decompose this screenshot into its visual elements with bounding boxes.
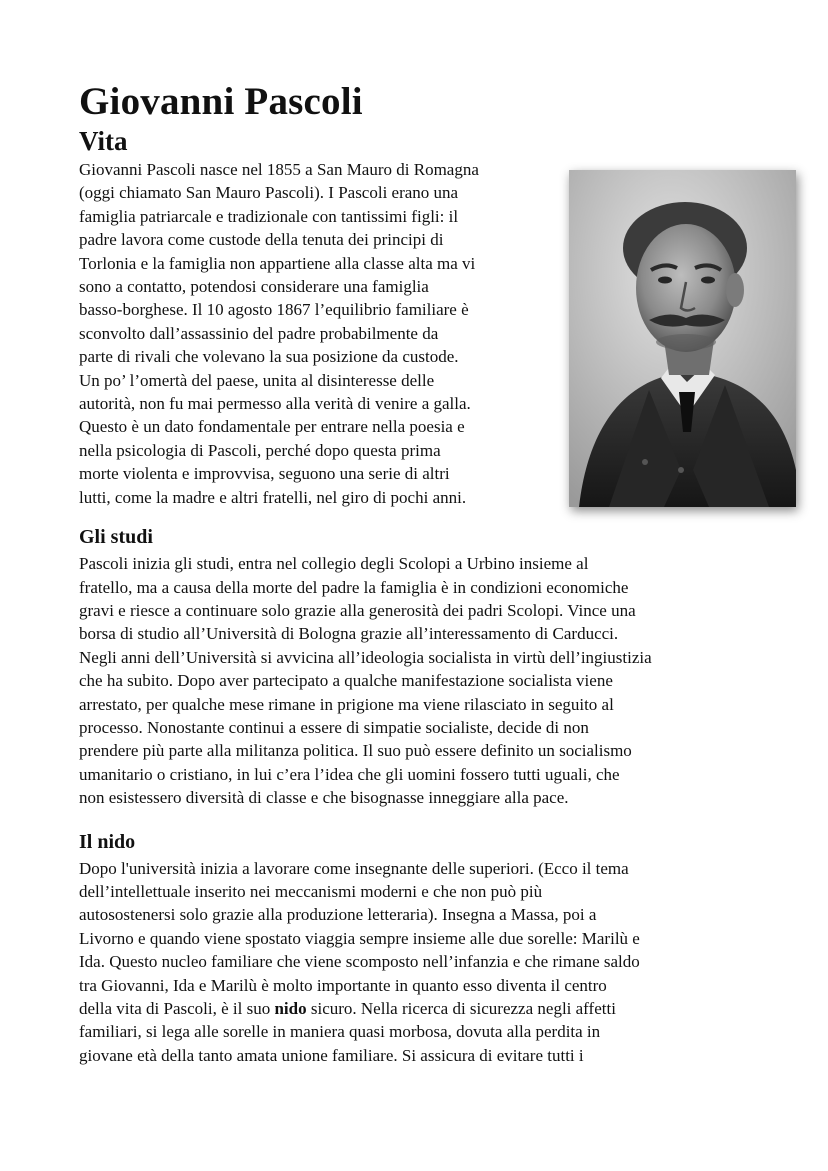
nido-paragraph xyxy=(79,857,751,1068)
text-line: lutti, come la madre e altri fratelli, nel giro di pochi anni. xyxy=(79,487,467,507)
text-line: non esistessero diversità di classe e che bisognasse inneggiare alla pace. xyxy=(79,788,569,808)
text-line: umanitario o cristiano, in lui c’era l’idea che gli uomini fossero tutti uguali, che xyxy=(79,764,620,784)
text-line: borsa di studio all’Università di Bologna grazie all’interessamento di Carducci. xyxy=(79,624,619,644)
text-line: Giovanni Pascoli nasce nel 1855 a San Mauro di Romagna xyxy=(79,160,479,179)
text-line: fratello, ma a causa della morte del padre la famiglia è in condizioni economiche xyxy=(79,577,629,597)
text-line: parte di rivali che volevano la sua posizione da custode. xyxy=(79,347,459,367)
text-line: giovane età della tanto amata unione familiare. Si assicura di evitare tutti i xyxy=(79,1045,584,1065)
text-line: Livorno e quando viene spostato viaggia sempre insieme alle due sorelle: Marilù e xyxy=(79,928,640,948)
text-line: autorità, non fu mai permesso alla verità di venire a galla. xyxy=(79,394,471,414)
text-line: sono a contatto, potendosi considerare una famiglia xyxy=(79,277,429,297)
section-studi xyxy=(79,525,751,809)
bold-word-nido: nido xyxy=(274,999,307,1018)
studi-paragraph xyxy=(79,552,751,809)
text-line-part: sicuro. Nella ricerca di sicurezza negli affetti xyxy=(306,999,616,1018)
document-page xyxy=(79,78,751,1067)
text-line: familiari, si lega alle sorelle in maniera quasi morbosa, dovuta alla perdita in xyxy=(79,1022,601,1042)
text-line: Negli anni dell’Università si avvicina all’ideologia socialista in virtù dell’ingiustizia xyxy=(79,647,652,667)
text-line: tra Giovanni, Ida e Marilù è molto importante in quanto esso diventa il centro xyxy=(79,975,607,995)
text-line: morte violenta e improvvisa, seguono una serie di altri xyxy=(79,464,450,484)
text-line: Pascoli inizia gli studi, entra nel collegio degli Scolopi a Urbino insieme al xyxy=(79,554,589,574)
text-line: Dopo l'università inizia a lavorare come insegnante delle superiori. (Ecco il tema xyxy=(79,858,629,878)
text-line: gravi e riesce a continuare solo grazie alla generosità dei padri Scolopi. Vince una xyxy=(79,600,636,620)
section-vita xyxy=(79,158,751,509)
text-line: che ha subito. Dopo aver partecipato a qualche manifestazione socialista viene xyxy=(79,671,613,691)
text-line: sconvolto dall’assassinio del padre probabilmente da xyxy=(79,323,439,343)
text-line: autosostenersi solo grazie alla produzione letteraria). Insegna a Massa, poi a xyxy=(79,905,597,925)
text-line: arrestato, per qualche mese rimane in prigione ma viene rilasciato in seguito al xyxy=(79,694,614,714)
vita-paragraph xyxy=(79,158,557,509)
text-line: Questo è un dato fondamentale per entrare nella poesia e xyxy=(79,417,465,437)
text-line: nella psicologia di Pascoli, perché dopo questa prima xyxy=(79,440,441,460)
section-heading-nido: Il nido xyxy=(79,830,136,853)
text-line-part: della vita di Pascoli, è il suo xyxy=(79,999,275,1018)
text-line: famiglia patriarcale e tradizionale con tantissimi figli: il xyxy=(79,206,459,226)
section-nido xyxy=(79,830,751,1068)
section-heading-studi: Gli studi xyxy=(79,526,153,549)
text-line: prendere più parte alla militanza politica. Il suo può essere definito un socialismo xyxy=(79,741,632,761)
text-line: processo. Nonostante continui a essere di simpatie socialiste, decide di non xyxy=(79,717,589,737)
text-line: Un po’ l’omertà del paese, unita al disinteresse delle xyxy=(79,370,435,390)
text-line: dell’intellettuale inserito nei meccanismi moderni e che non può più xyxy=(79,881,543,901)
text-line: basso-borghese. Il 10 agosto 1867 l’equilibrio familiare è xyxy=(79,300,469,320)
portrait-photo xyxy=(569,170,796,507)
page-title: Giovanni Pascoli xyxy=(79,80,363,123)
text-line: padre lavora come custode della tenuta dei principi di xyxy=(79,230,444,250)
text-line: (oggi chiamato San Mauro Pascoli). I Pascoli erano una xyxy=(79,183,459,203)
text-line: Ida. Questo nucleo familiare che viene scomposto nell’infanzia e che rimane saldo xyxy=(79,952,640,972)
text-line: Torlonia e la famiglia non appartiene alla classe alta ma vi xyxy=(79,253,476,273)
section-heading-vita: Vita xyxy=(79,126,128,156)
